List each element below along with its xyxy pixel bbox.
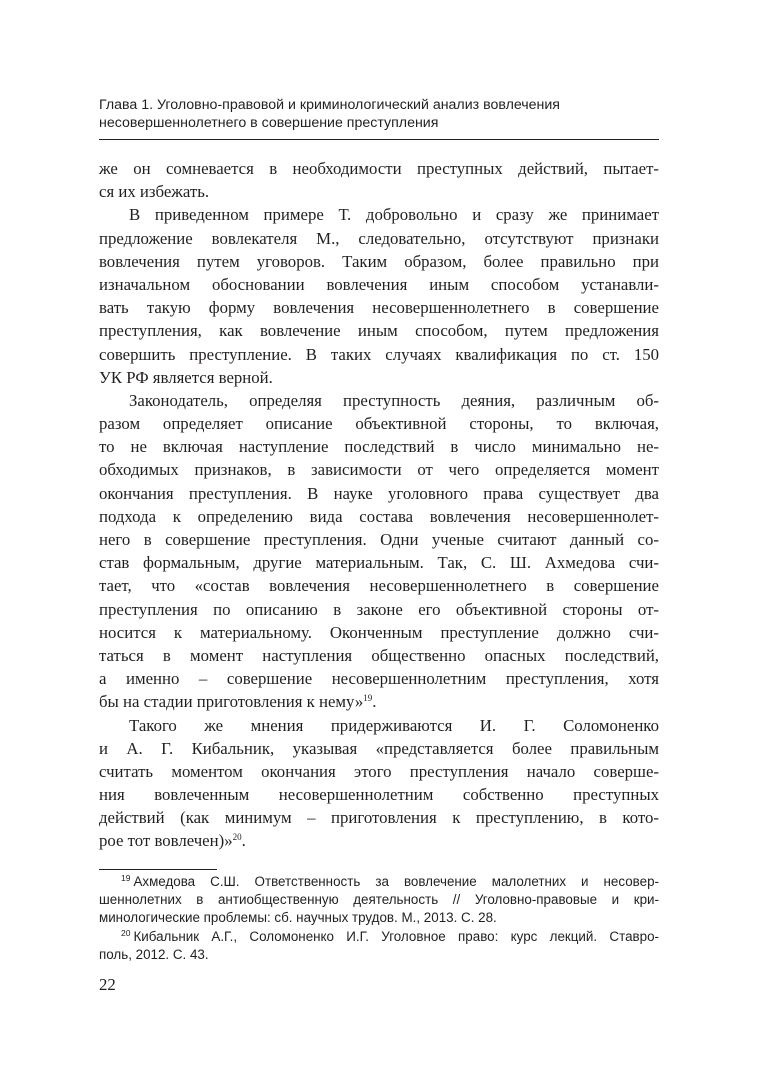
text-line: вовлечения путем уговоров. Таким образом, более правильно при	[99, 251, 659, 271]
running-header-line-1: Глава 1. Уголовно-правовой и криминологический анализ вовлечения	[99, 97, 560, 113]
paragraph-2	[99, 203, 659, 389]
running-header-line-2: несовершеннолетнего в совершение преступления	[99, 115, 439, 131]
footnote-ref-19[interactable]: 19	[363, 693, 373, 704]
footnote-line: поль, 2012. С. 43.	[99, 946, 209, 962]
text-line: разом определяет описание объективной стороны, то включая,	[99, 414, 659, 434]
footnotes	[99, 873, 659, 964]
footnote-line: минологические проблемы: сб. научных трудов. М., 2013. С. 28.	[99, 910, 497, 926]
page-number: 22	[99, 975, 116, 994]
footnote-line	[99, 928, 659, 946]
text-line	[99, 829, 659, 852]
text-line: став формальным, другие материальным. Так, С. Ш. Ахмедова счи-	[99, 553, 659, 573]
footnote-ref-20[interactable]: 20	[232, 832, 242, 843]
text-fragment: .	[372, 692, 377, 712]
text-line: совершить преступление. В таких случаях квалификация по ст. 150	[99, 344, 659, 364]
text-line: вать такую форму вовлечения несовершеннолетнего в совершение	[99, 298, 659, 318]
header-rule	[99, 139, 659, 140]
footnote-separator	[99, 869, 217, 870]
text-line: преступления, как вовлечение иным способом, путем предложения	[99, 321, 659, 341]
text-line: предложение вовлекателя М., следовательно, отсутствуют признаки	[99, 228, 659, 248]
text-line: считать моментом окончания этого преступления начало соверше-	[99, 761, 659, 781]
footnote-line: шеннолетних в антиобщественную деятельность // Уголовно-правовые и кри-	[99, 892, 659, 908]
text-line: В приведенном примере Т. добровольно и сразу же принимает	[129, 205, 659, 225]
text-line	[99, 690, 659, 713]
text-fragment: бы на стадии приготовления к нему»	[99, 692, 364, 712]
text-line: таться в момент наступления общественно опасных последствий,	[99, 645, 659, 665]
footnote-text: Ахмедова С.Ш. Ответственность за вовлечение малолетних и несовер-	[133, 874, 659, 889]
text-line: окончания преступления. В науке уголовного права существует два	[99, 483, 659, 503]
text-line: ния вовлеченным несовершеннолетним собственно преступных	[99, 785, 659, 805]
text-line: него в совершение преступления. Одни ученые считают данный со-	[99, 530, 659, 549]
paragraph-3	[99, 389, 659, 714]
text-line: действий (как минимум – приготовления к преступлению, в кото-	[99, 808, 659, 828]
footnote-line	[99, 873, 659, 891]
footnote-number: 20	[121, 927, 131, 938]
footnote-text: Кибальник А.Г., Соломоненко И.Г. Уголовное право: курс лекций. Ставро-	[133, 928, 659, 944]
text-fragment: .	[241, 831, 246, 851]
text-line: Законодатель, определяя преступность деяния, различным об-	[129, 390, 659, 410]
footnote-number: 19	[121, 873, 131, 883]
text-fragment: рое тот вовлечен)»	[99, 831, 233, 851]
text-line: изначальном обосновании вовлечения иным способом устанавли-	[99, 274, 659, 294]
paragraph-4	[99, 714, 659, 853]
text-line: же он сомневается в необходимости преступных действий, пытает-	[99, 159, 659, 178]
text-line: УК РФ является верной.	[99, 367, 273, 387]
text-line: ся их избежать.	[99, 182, 210, 202]
text-line: то не включая наступление последствий в число минимально не-	[99, 437, 659, 457]
text-line: тает, что «состав вовлечения несовершеннолетнего в совершение	[99, 576, 659, 596]
text-line: а именно – совершение несовершеннолетним преступления, хотя	[99, 669, 659, 689]
text-line: и А. Г. Кибальник, указывая «представляется более правильным	[99, 738, 659, 758]
text-line: обходимых признаков, в зависимости от чего определяется момент	[99, 460, 659, 480]
text-line: подхода к определению вида состава вовлечения несовершеннолет-	[99, 506, 659, 526]
footnote-20	[99, 928, 659, 964]
main-text	[99, 157, 659, 853]
text-line: преступления по описанию в законе его объективной стороны от-	[99, 599, 659, 619]
text-line: Такого же мнения придерживаются И. Г. Соломоненко	[129, 715, 659, 735]
footnote-19	[99, 873, 659, 928]
paragraph-1	[99, 157, 659, 203]
text-line: носится к материальному. Оконченным преступление должно счи-	[99, 622, 659, 642]
running-header	[99, 96, 659, 132]
